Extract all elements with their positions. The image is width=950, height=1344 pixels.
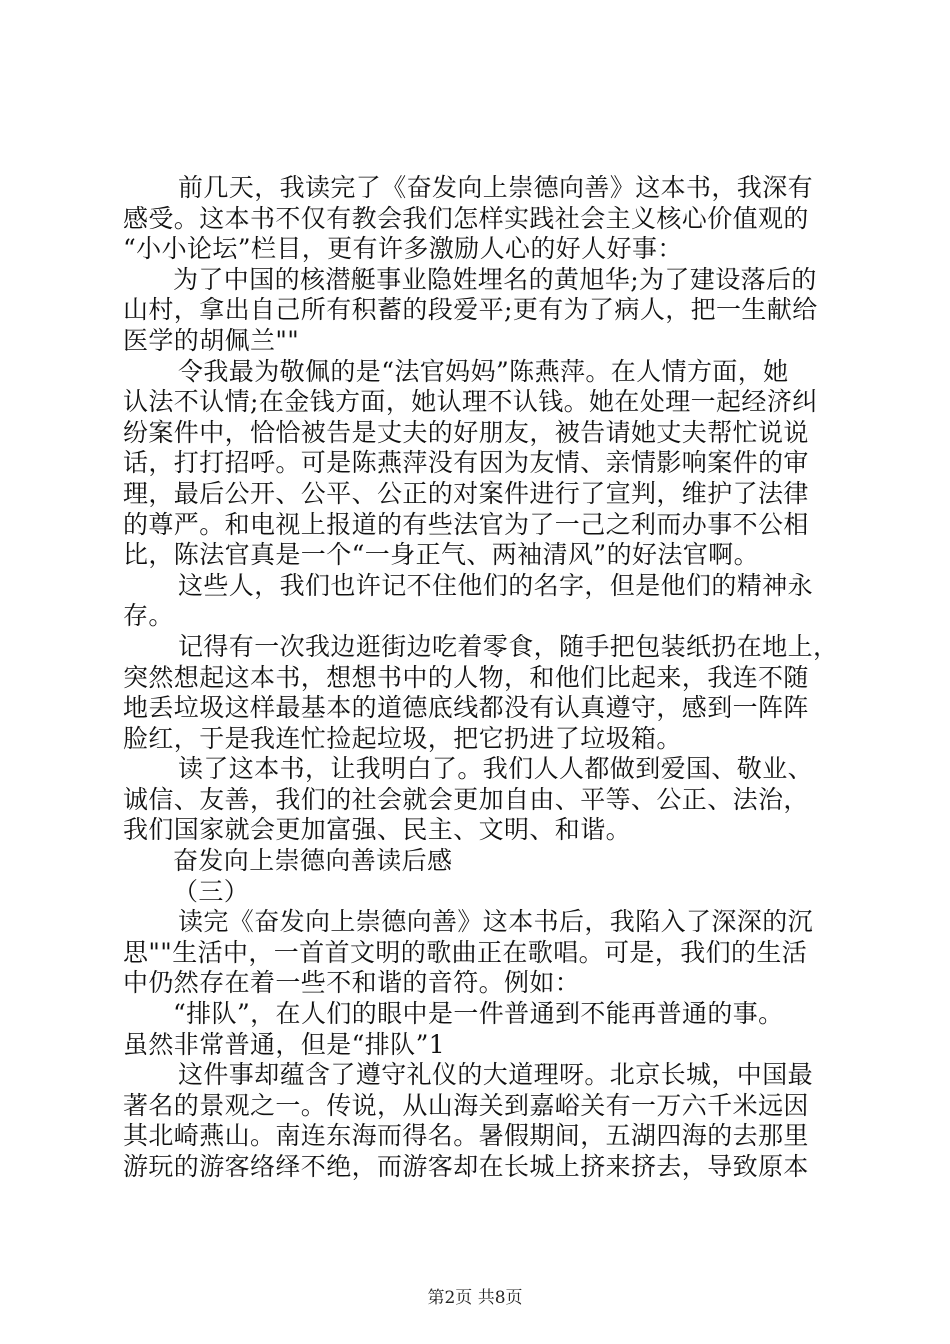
paragraph-7-line-2: 思""生活中，一首首文明的歌曲正在歌唱。可是，我们的生活	[123, 937, 808, 967]
paragraph-3-line-4: 话，打打招呼。可是陈燕萍没有因为友情、亲情影响案件的审	[123, 448, 809, 478]
paragraph-9-line-4: 游玩的游客络绎不绝，而游客却在长城上挤来挤去，导致原本	[123, 1152, 809, 1181]
paragraph-7-line-3: 中仍然存在着一些不和谐的音符。例如：	[123, 968, 581, 998]
paragraph-7-line-1: 读完《奋发向上崇德向善》这本书后，我陷入了深深的沉	[178, 907, 814, 937]
paragraph-6-line-2: 诚信、友善，我们的社会就会更加自由、平等、公正、法治，	[123, 784, 809, 814]
paragraph-1-line-3: “小小论坛”栏目，更有许多激励人心的好人好事：	[123, 234, 683, 264]
section-number: （三）	[173, 876, 250, 906]
paragraph-8-line-2: 虽然非常普通，但是“排队”1	[123, 1029, 446, 1059]
paragraph-2-line-1: 为了中国的核潜艇事业隐姓埋名的黄旭华;为了建设落后的	[173, 264, 817, 294]
paragraph-9-line-2: 著名的景观之一。传说，从山海关到嘉峪关有一万六千米远因	[123, 1090, 809, 1120]
paragraph-1-line-2: 感受。这本书不仅有教会我们怎样实践社会主义核心价值观的	[123, 203, 809, 233]
paragraph-5-line-2: 突然想起这本书，想想书中的人物，和他们比起来，我连不随	[123, 662, 809, 692]
paragraph-9-line-1: 这件事却蕴含了遵守礼仪的大道理呀。北京长城，中国最	[178, 1060, 814, 1090]
paragraph-3-line-6: 的尊严。和电视上报道的有些法官为了一己之利而办事不公相	[123, 509, 809, 539]
document-body	[123, 173, 839, 1183]
essay-heading: 奋发向上崇德向善读后感	[173, 846, 453, 876]
paragraph-2-line-3: 医学的胡佩兰""	[123, 325, 300, 355]
paragraph-9-line-3: 其北崎燕山。南连东海而得名。暑假期间，五湖四海的去那里	[123, 1121, 809, 1151]
paragraph-3-line-1: 令我最为敬佩的是“法官妈妈”陈燕萍。在人情方面，她	[178, 356, 789, 386]
paragraph-2-line-2: 山村，拿出自己所有积蓄的段爱平;更有为了病人，把一生献给	[123, 295, 818, 325]
paragraph-5-line-4: 脸红，于是我连忙捡起垃圾，把它扔进了垃圾箱。	[123, 723, 682, 753]
paragraph-3-line-2: 认法不认情;在金钱方面，她认理不认钱。她在处理一起经济纠	[123, 387, 818, 417]
paragraph-4-line-2: 存。	[123, 601, 174, 631]
page-footer: 第2页 共8页	[427, 1288, 523, 1308]
paragraph-6-line-3: 我们国家就会更加富强、民主、文明、和谐。	[123, 815, 632, 845]
paragraph-3-line-3: 纷案件中，恰恰被告是丈夫的好朋友，被告请她丈夫帮忙说说	[123, 417, 809, 447]
paragraph-8-line-1: “排队”，在人们的眼中是一件普通到不能再普通的事。	[173, 999, 784, 1029]
paragraph-3-line-5: 理，最后公开、公平、公正的对案件进行了宣判，维护了法律	[123, 478, 809, 508]
paragraph-6-line-1: 读了这本书，让我明白了。我们人人都做到爱国、敬业、	[178, 754, 814, 784]
paragraph-4-line-1: 这些人，我们也许记不住他们的名字，但是他们的精神永	[178, 570, 814, 600]
paragraph-1-line-1: 前几天，我读完了《奋发向上崇德向善》这本书，我深有	[178, 173, 814, 202]
paragraph-3-line-7: 比，陈法官真是一个“一身正气、两袖清风”的好法官啊。	[123, 540, 759, 570]
paragraph-5-line-3: 地丢垃圾这样最基本的道德底线都没有认真遵守，感到一阵阵	[123, 693, 809, 723]
paragraph-5-line-1: 记得有一次我边逛街边吃着零食，随手把包装纸扔在地上，	[178, 631, 839, 661]
